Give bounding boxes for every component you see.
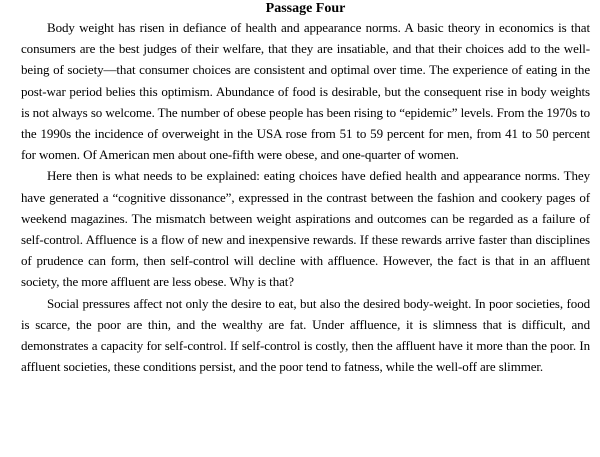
paragraph-2: Here then is what needs to be explained: eating choices have defied health and appearance norms. They have generated a “cognitive dissonance”, expressed in the contrast between the fashion and cookery pages of weekend magazines. The mismatch between weight aspirations and outcomes can be regarded as a failure of self-control. Affluence is a flow of new and inexpensive rewards. If these rewards arrive faster than disciplines of prudence can form, then self-control will decline with affluence. However, the fact is that in an affluent society, the more affluent are less obese. Why is that? [21, 168, 590, 290]
paragraph-1: Body weight has risen in defiance of health and appearance norms. A basic theory in economics is that consumers are the best judges of their welfare, that they are insatiable, and that their choices add to the well-being of society—that consumer choices are consistent and optimal over time. The experience of eating in the post-war period belies this optimism. Abundance of food is desirable, but the consequent rise in body weights is not always so welcome. The number of obese people has been rising to “epidemic” levels. From the 1970s to the 1990s the incidence of overweight in the USA rose from 51 to 59 percent for men, from 41 to 50 percent for women. Of American men about one-fifth were obese, and one-quarter of women. [21, 20, 590, 163]
passage-title: Passage Four [265, 1, 346, 16]
paragraph-3: Social pressures affect not only the desire to eat, but also the desired body-weight. In poor societies, food is scarce, the poor are thin, and the wealthy are fat. Under affluence, it is slimness that is difficult, and demonstrates a capacity for self-control. If self-control is costly, then the affluent have it more than the poor. In affluent societies, these conditions persist, and the poor tend to fatness, while the well-off are slimmer. [21, 295, 590, 375]
